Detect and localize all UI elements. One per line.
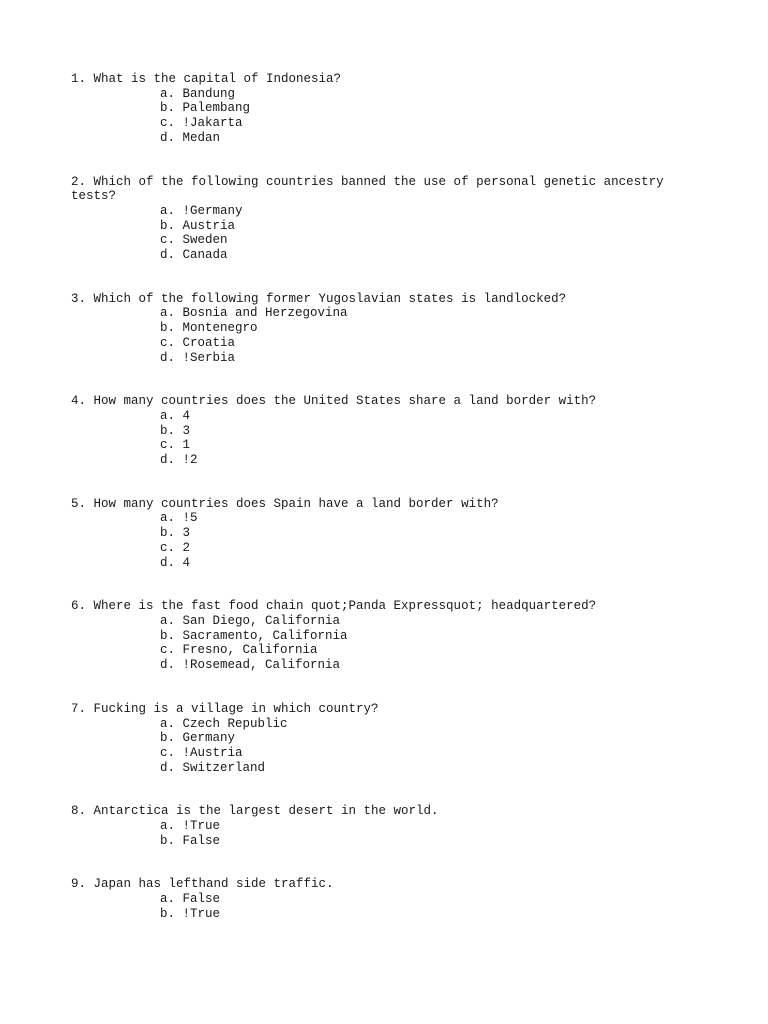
answer-options bbox=[71, 511, 681, 570]
answer-option: c. !Jakarta bbox=[160, 116, 243, 131]
answer-options bbox=[71, 614, 681, 673]
answer-option: a. Bosnia and Herzegovina bbox=[160, 306, 348, 321]
question-block bbox=[71, 804, 681, 848]
question-block bbox=[71, 292, 681, 366]
question-block bbox=[71, 599, 681, 673]
answer-option: b. Montenegro bbox=[160, 321, 258, 336]
answer-option: c. Sweden bbox=[160, 233, 228, 248]
question-text: 9. Japan has lefthand side traffic. bbox=[71, 877, 334, 892]
question-text: 6. Where is the fast food chain quot;Panda Expressquot; headquartered? bbox=[71, 599, 597, 614]
question-text: 7. Fucking is a village in which country? bbox=[71, 701, 379, 716]
answer-options bbox=[71, 409, 681, 468]
question-block bbox=[71, 702, 681, 776]
question-block bbox=[71, 175, 681, 263]
answer-option: b. 3 bbox=[160, 423, 191, 438]
answer-option: b. !True bbox=[160, 906, 221, 921]
question-text: 1. What is the capital of Indonesia? bbox=[71, 72, 342, 86]
answer-option: d. Medan bbox=[160, 130, 221, 145]
answer-option: d. !2 bbox=[160, 453, 198, 468]
answer-option: b. 3 bbox=[160, 526, 191, 541]
question-text: 3. Which of the following former Yugoslavian states is landlocked? bbox=[71, 291, 567, 306]
answer-option: d. Canada bbox=[160, 248, 228, 263]
answer-option: a. !True bbox=[160, 819, 221, 834]
question-text: 8. Antarctica is the largest desert in the world. bbox=[71, 804, 439, 819]
answer-option: a. Czech Republic bbox=[160, 716, 288, 731]
answer-option: c. 1 bbox=[160, 438, 191, 453]
answer-option: b. Austria bbox=[160, 218, 236, 233]
question-text: 4. How many countries does the United States share a land border with? bbox=[71, 394, 597, 409]
answer-option: d. !Serbia bbox=[160, 350, 236, 365]
question-text: 2. Which of the following countries banned the use of personal genetic ancestry tests? bbox=[71, 174, 672, 204]
answer-options bbox=[71, 819, 681, 848]
answer-option: a. !5 bbox=[160, 511, 198, 526]
answer-options bbox=[71, 306, 681, 365]
answer-option: b. Germany bbox=[160, 731, 236, 746]
answer-option: a. False bbox=[160, 892, 221, 907]
answer-option: d. 4 bbox=[160, 555, 191, 570]
answer-option: b. Sacramento, California bbox=[160, 628, 348, 643]
answer-option: a. 4 bbox=[160, 408, 191, 423]
question-text: 5. How many countries does Spain have a land border with? bbox=[71, 496, 499, 511]
answer-option: a. Bandung bbox=[160, 86, 236, 101]
question-block bbox=[71, 394, 681, 468]
answer-option: d. Switzerland bbox=[160, 760, 266, 775]
question-block bbox=[71, 877, 681, 921]
answer-option: d. !Rosemead, California bbox=[160, 658, 341, 673]
answer-option: c. 2 bbox=[160, 540, 191, 555]
answer-option: a. San Diego, California bbox=[160, 613, 341, 628]
quiz-document bbox=[71, 72, 681, 922]
answer-option: b. Palembang bbox=[160, 101, 251, 116]
answer-option: a. !Germany bbox=[160, 203, 243, 218]
answer-option: c. Croatia bbox=[160, 335, 236, 350]
answer-options bbox=[71, 87, 681, 146]
question-block bbox=[71, 72, 681, 146]
answer-options bbox=[71, 204, 681, 263]
answer-options bbox=[71, 892, 681, 921]
answer-options bbox=[71, 717, 681, 776]
question-block bbox=[71, 497, 681, 571]
answer-option: c. Fresno, California bbox=[160, 643, 318, 658]
answer-option: c. !Austria bbox=[160, 745, 243, 760]
answer-option: b. False bbox=[160, 833, 221, 848]
